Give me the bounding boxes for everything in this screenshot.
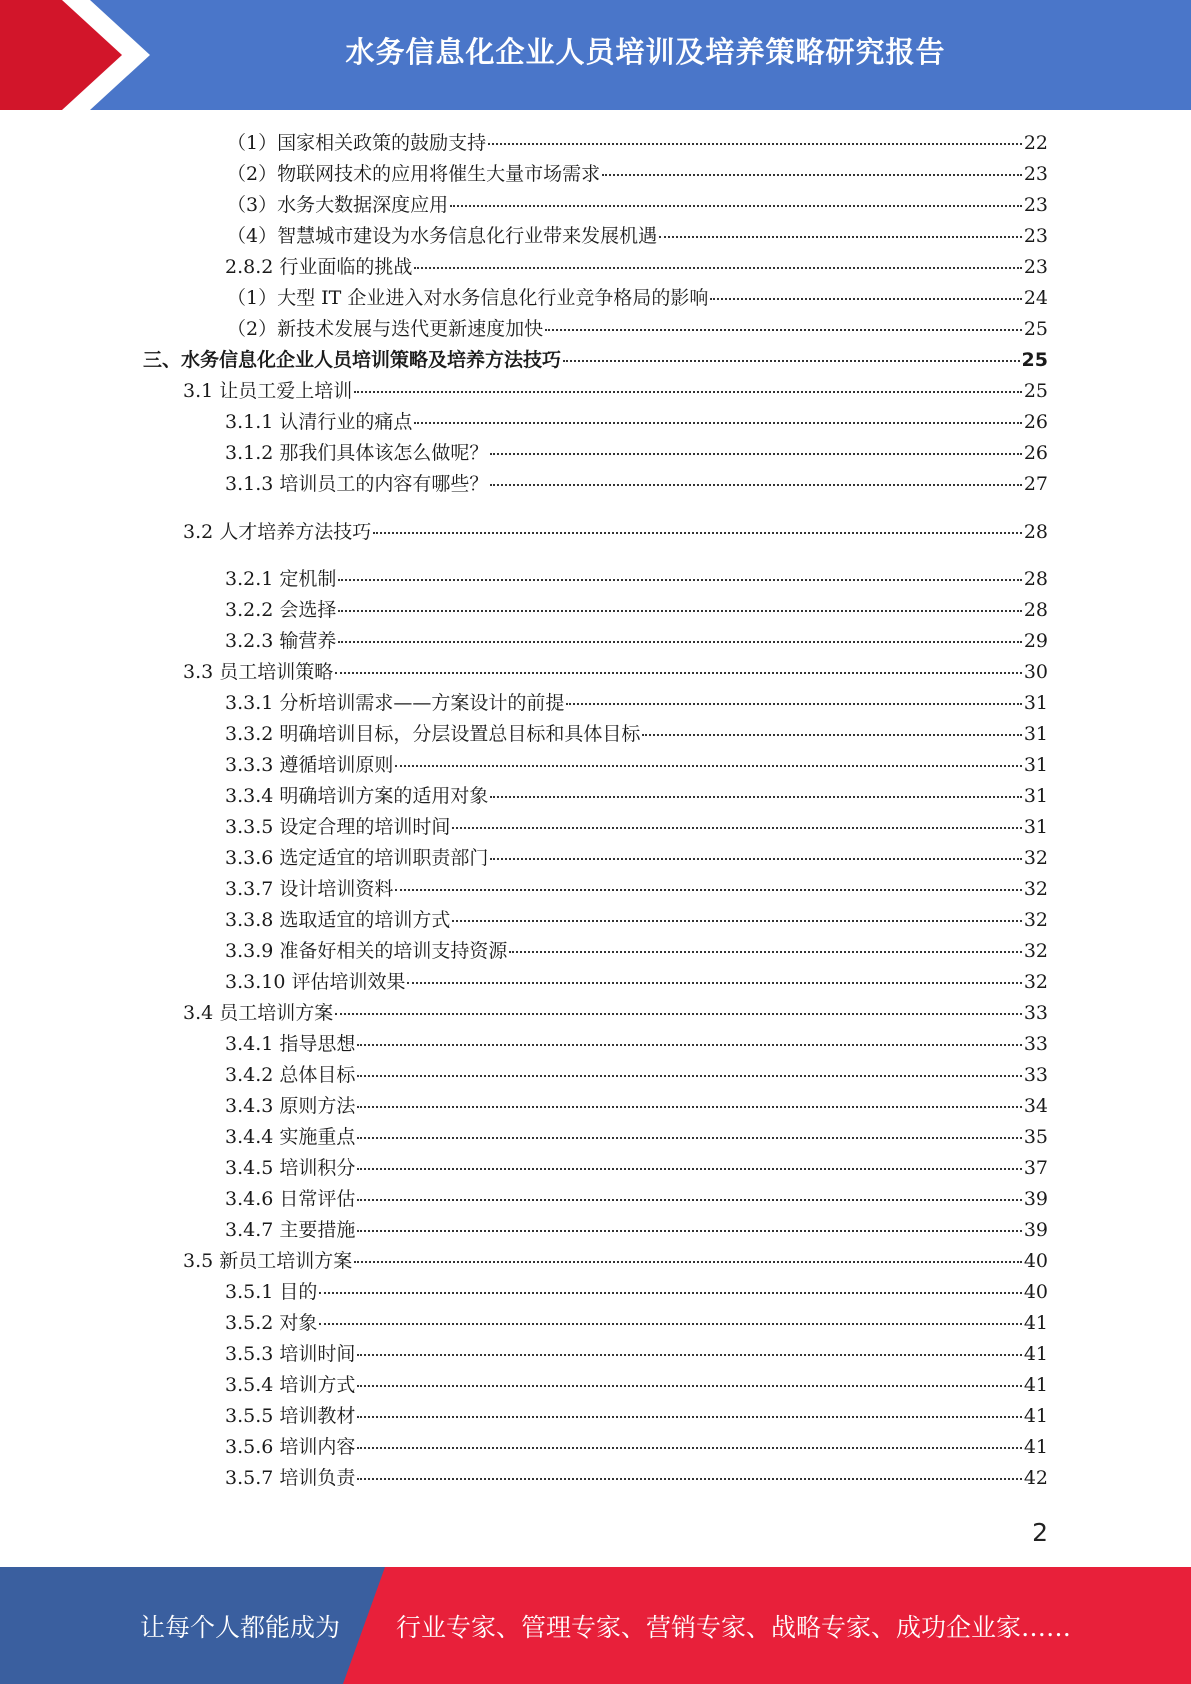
toc-entry[interactable]: 3.3.5 设定合理的培训时间 31 [225, 816, 1048, 838]
toc-chapter-entry[interactable]: 三、水务信息化企业人员培训策略及培养方法技巧 25 [143, 349, 1048, 371]
page-header [0, 0, 1191, 110]
footer-slogan-left: 让每个人都能成为 [140, 1612, 341, 1642]
toc-entry[interactable]: 3.4.2 总体目标 33 [225, 1064, 1048, 1086]
page-footer [0, 1567, 1191, 1684]
toc-entry[interactable]: 3.1.3 培训员工的内容有哪些？ 27 [225, 473, 1048, 495]
toc-entry[interactable]: 3.5.3 培训时间 41 [225, 1343, 1048, 1365]
toc-entry[interactable]: 3.3.10 评估培训效果 32 [225, 971, 1048, 993]
toc-entry[interactable]: 3.4.3 原则方法 34 [225, 1095, 1048, 1117]
toc-entry[interactable]: 3.5.4 培训方式 41 [225, 1374, 1048, 1396]
toc-entry[interactable]: 3.3.6 选定适宜的培训职责部门 32 [225, 847, 1048, 869]
toc-entry[interactable]: 3.4.1 指导思想 33 [225, 1033, 1048, 1055]
toc-entry[interactable]: 3.4.7 主要措施 39 [225, 1219, 1048, 1241]
toc-entry[interactable]: 3.4 员工培训方案 33 [183, 1002, 1048, 1024]
toc-entry[interactable]: （1）国家相关政策的鼓励支持 22 [227, 132, 1048, 154]
toc-entry[interactable]: （3）水务大数据深度应用 23 [227, 194, 1048, 216]
toc-entry[interactable]: 3.2.1 定机制 28 [225, 568, 1048, 590]
page-number: 2 [1032, 1518, 1048, 1547]
toc-entry[interactable]: （4）智慧城市建设为水务信息化行业带来发展机遇 23 [227, 225, 1048, 247]
toc-entry[interactable]: 3.4.5 培训积分 37 [225, 1157, 1048, 1179]
toc-entry[interactable]: 3.3.8 选取适宜的培训方式 32 [225, 909, 1048, 931]
toc-entry[interactable]: （2）物联网技术的应用将催生大量市场需求 23 [227, 163, 1048, 185]
toc-entry[interactable]: 3.3.7 设计培训资料 32 [225, 878, 1048, 900]
toc-entry[interactable]: 3.3.2 明确培训目标，分层设置总目标和具体目标 31 [225, 723, 1048, 745]
toc-entry[interactable]: 3.5.2 对象 41 [225, 1312, 1048, 1334]
toc-entry[interactable]: 2.8.2 行业面临的挑战 23 [225, 256, 1048, 278]
footer-slogan-right: 行业专家、管理专家、营销专家、战略专家、成功企业家…… [396, 1612, 1072, 1642]
toc-entry[interactable]: 3.5 新员工培训方案 40 [183, 1250, 1048, 1272]
toc-entry[interactable]: 3.3.4 明确培训方案的适用对象 31 [225, 785, 1048, 807]
toc-entry[interactable]: 3.2.3 输营养 29 [225, 630, 1048, 652]
toc-entry[interactable]: 3.2.2 会选择 28 [225, 599, 1048, 621]
toc-entry[interactable]: 3.5.7 培训负责 42 [225, 1467, 1048, 1489]
toc-entry[interactable]: 3.1 让员工爱上培训 25 [183, 380, 1048, 402]
toc-entry[interactable]: 3.2 人才培养方法技巧 28 [183, 521, 1048, 543]
toc-entry[interactable]: 3.3 员工培训策略 30 [183, 661, 1048, 683]
toc-entry[interactable]: 3.5.5 培训教材 41 [225, 1405, 1048, 1427]
toc-entry[interactable]: （1）大型 IT 企业进入对水务信息化行业竞争格局的影响 24 [227, 287, 1048, 309]
toc-entry[interactable]: 3.4.6 日常评估 39 [225, 1188, 1048, 1210]
toc-entry[interactable]: 3.1.1 认清行业的痛点 26 [225, 411, 1048, 433]
toc-entry[interactable]: 3.3.1 分析培训需求——方案设计的前提 31 [225, 692, 1048, 714]
toc-entry[interactable]: 3.3.9 准备好相关的培训支持资源 32 [225, 940, 1048, 962]
toc-entry[interactable]: 3.1.2 那我们具体该怎么做呢？ 26 [225, 442, 1048, 464]
toc-entry[interactable]: 3.5.6 培训内容 41 [225, 1436, 1048, 1458]
toc-entry[interactable]: 3.5.1 目的 40 [225, 1281, 1048, 1303]
toc-entry[interactable]: （2）新技术发展与迭代更新速度加快 25 [227, 318, 1048, 340]
toc-entry[interactable]: 3.3.3 遵循培训原则 31 [225, 754, 1048, 776]
report-title: 水务信息化企业人员培训及培养策略研究报告 [345, 34, 946, 69]
toc-entry[interactable]: 3.4.4 实施重点 35 [225, 1126, 1048, 1148]
